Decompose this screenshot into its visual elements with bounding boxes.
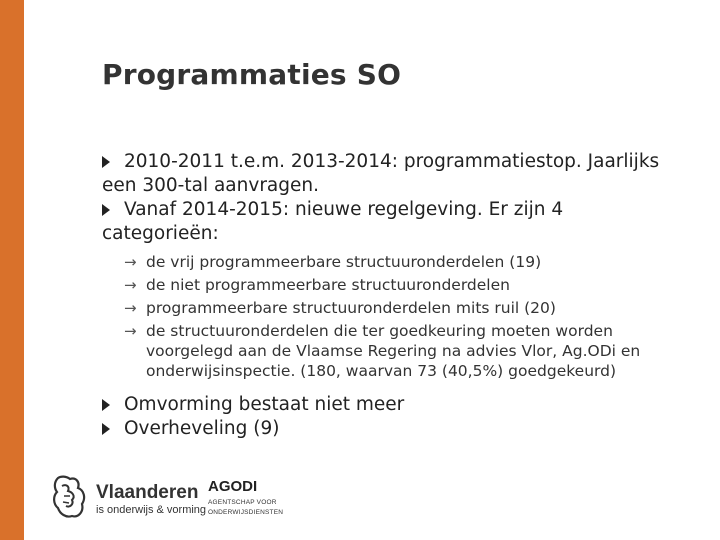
vlaanderen-tagline: is onderwijs & vorming [96, 504, 207, 516]
bullet-text: 2010-2011 t.e.m. 2013-2014: programmatiestop. Jaarlijks een 300-tal aanvragen. [102, 151, 660, 196]
sub-bullet-2 [102, 275, 682, 295]
bullet-3 [102, 393, 682, 417]
triangle-bullet-icon [102, 204, 110, 216]
arrow-right-icon: → [124, 322, 137, 340]
slide-title: Programmaties SO [102, 58, 402, 91]
triangle-bullet-icon [102, 423, 110, 435]
bullet-text: Vanaf 2014-2015: nieuwe regelgeving. Er zijn 4 categorieën: [102, 199, 564, 244]
bullet-text: Overheveling (9) [124, 418, 280, 439]
vlaanderen-logo-text: Vlaanderen [96, 482, 199, 503]
bullet-1 [102, 150, 682, 198]
accent-side-bar [0, 0, 24, 540]
sub-bullet-1 [102, 252, 682, 272]
sub-bullet-4 [102, 321, 682, 381]
sub-bullet-3 [102, 298, 682, 318]
bullet-4 [102, 417, 682, 441]
triangle-bullet-icon [102, 399, 110, 411]
bullet-text: Omvorming bestaat niet meer [124, 394, 405, 415]
sub-bullet-text: programmeerbare structuuronderdelen mits ruil (20) [146, 299, 556, 317]
triangle-bullet-icon [102, 156, 110, 168]
sub-bullet-text: de structuuronderdelen die ter goedkeuring moeten worden voorgelegd aan de Vlaamse Regering na advies Vlor, Ag.ODi en onderwijsinspectie. (180, waarvan 73 (40,5%) goedgekeurd) [146, 322, 641, 380]
arrow-right-icon: → [124, 299, 137, 317]
flemish-lion-icon [50, 474, 88, 520]
sub-bullet-text: de niet programmeerbare structuuronderdelen [146, 276, 510, 294]
footer-logos [50, 470, 350, 530]
arrow-right-icon: → [124, 253, 137, 271]
agodi-logo-text: AGODI [208, 478, 258, 495]
slide-content [102, 150, 682, 441]
arrow-right-icon: → [124, 276, 137, 294]
bullet-2 [102, 198, 682, 246]
sub-bullet-list [102, 252, 682, 381]
sub-bullet-text: de vrij programmeerbare structuuronderdelen (19) [146, 253, 542, 271]
agodi-tagline: AGENTSCHAP VOOR ONDERWIJSDIENSTEN [208, 499, 284, 516]
